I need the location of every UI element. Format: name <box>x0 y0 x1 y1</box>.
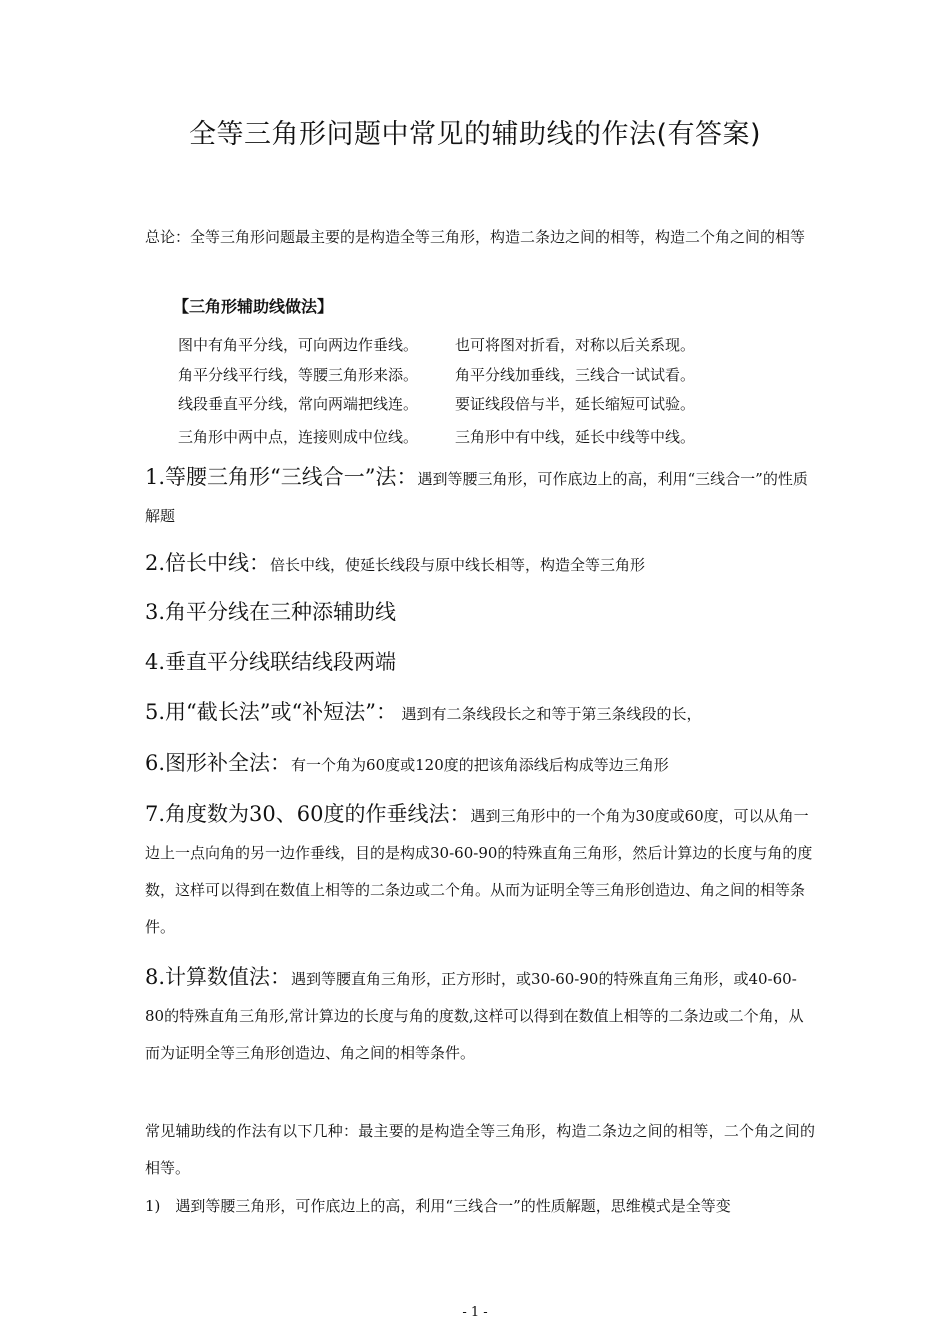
rhyme-right: 也可将图对折看，对称以后关系现。 <box>455 336 696 354</box>
rhyme-line <box>178 334 696 355</box>
rhyme-right: 要证线段倍与半，延长缩短可试验。 <box>455 395 696 413</box>
section-text: 有一个角为60度或120度的把该角添线后构成等边三角形 <box>291 756 669 774</box>
section-8 <box>145 959 815 1072</box>
section-4 <box>145 644 815 683</box>
list-item: 1) 遇到等腰三角形，可作底边上的高，利用“三线合一”的性质解题，思维模式是全等变 <box>145 1197 731 1215</box>
section-5 <box>145 694 815 733</box>
rhyme-left: 图中有角平分线，可向两边作垂线。 <box>178 336 419 354</box>
rhyme-line <box>178 364 696 385</box>
section-text: 遇到等腰三角形，可作底边上的高，利用“三线合一”的性质解题 <box>145 470 808 525</box>
section-heading: 7.角度数为30、60度的作垂线法： <box>145 802 471 826</box>
section-heading: 3.角平分线在三种添辅助线 <box>145 600 397 624</box>
page-title: 全等三角形问题中常见的辅助线的作法(有答案) <box>188 119 762 150</box>
section-7 <box>145 796 815 946</box>
page-number: - 1 - <box>462 1305 488 1320</box>
rhyme-heading: 【三角形辅助线做法】 <box>173 297 334 316</box>
rhyme-left: 角平分线平行线，等腰三角形来添。 <box>178 366 419 384</box>
rhyme-left: 线段垂直平分线，常向两端把线连。 <box>178 395 419 413</box>
section-text: 遇到三角形中的一个角为30度或60度，可以从角一边上一点向角的另一边作垂线，目的是构成30-60-90的特殊直角三角形，然后计算边的长度与角的度数，这样可以得到在数值上相等的二条边或二个角。从而为证明全等三角形创造边、角之间的相等条件。 <box>145 807 813 936</box>
section-heading: 8.计算数值法： <box>145 965 292 989</box>
rhyme-right: 角平分线加垂线，三线合一试试看。 <box>455 366 696 384</box>
section-3 <box>145 594 815 633</box>
section-heading: 6.图形补全法： <box>145 751 292 775</box>
rhyme-right: 三角形中有中线，延长中线等中线。 <box>455 428 696 446</box>
section-heading: 4.垂直平分线联结线段两端 <box>145 650 397 674</box>
section-text: 倍长中线，使延长线段与原中线长相等，构造全等三角形 <box>270 556 646 574</box>
rhyme-left: 三角形中两中点，连接则成中位线。 <box>178 428 419 446</box>
intro-paragraph: 总论：全等三角形问题最主要的是构造全等三角形，构造二条边之间的相等，构造二个角之间的相等 <box>145 228 806 246</box>
common-methods-paragraph: 常见辅助线的作法有以下几种：最主要的是构造全等三角形，构造二条边之间的相等，二个角之间的相等。 <box>145 1122 815 1177</box>
section-2 <box>145 545 815 584</box>
section-6 <box>145 745 815 784</box>
rhyme-line <box>178 426 696 447</box>
section-text: 遇到有二条线段长之和等于第三条线段的长， <box>401 705 702 723</box>
section-heading: 5.用“截长法”或“补短法”： <box>145 700 387 724</box>
rhyme-line <box>178 393 696 414</box>
section-heading: 2.倍长中线： <box>145 551 271 575</box>
section-text: 遇到等腰直角三角形，正方形时，或30-60-90的特殊直角三角形，或40-60-80的特殊直角三角形,常计算边的长度与角的度数,这样可以得到在数值上相等的二条边或二个角，从而为证明全等三角形创造边、角之间的相等条件。 <box>145 970 804 1062</box>
section-heading: 1.等腰三角形“三线合一”法： <box>145 465 418 489</box>
section-1 <box>145 459 815 535</box>
